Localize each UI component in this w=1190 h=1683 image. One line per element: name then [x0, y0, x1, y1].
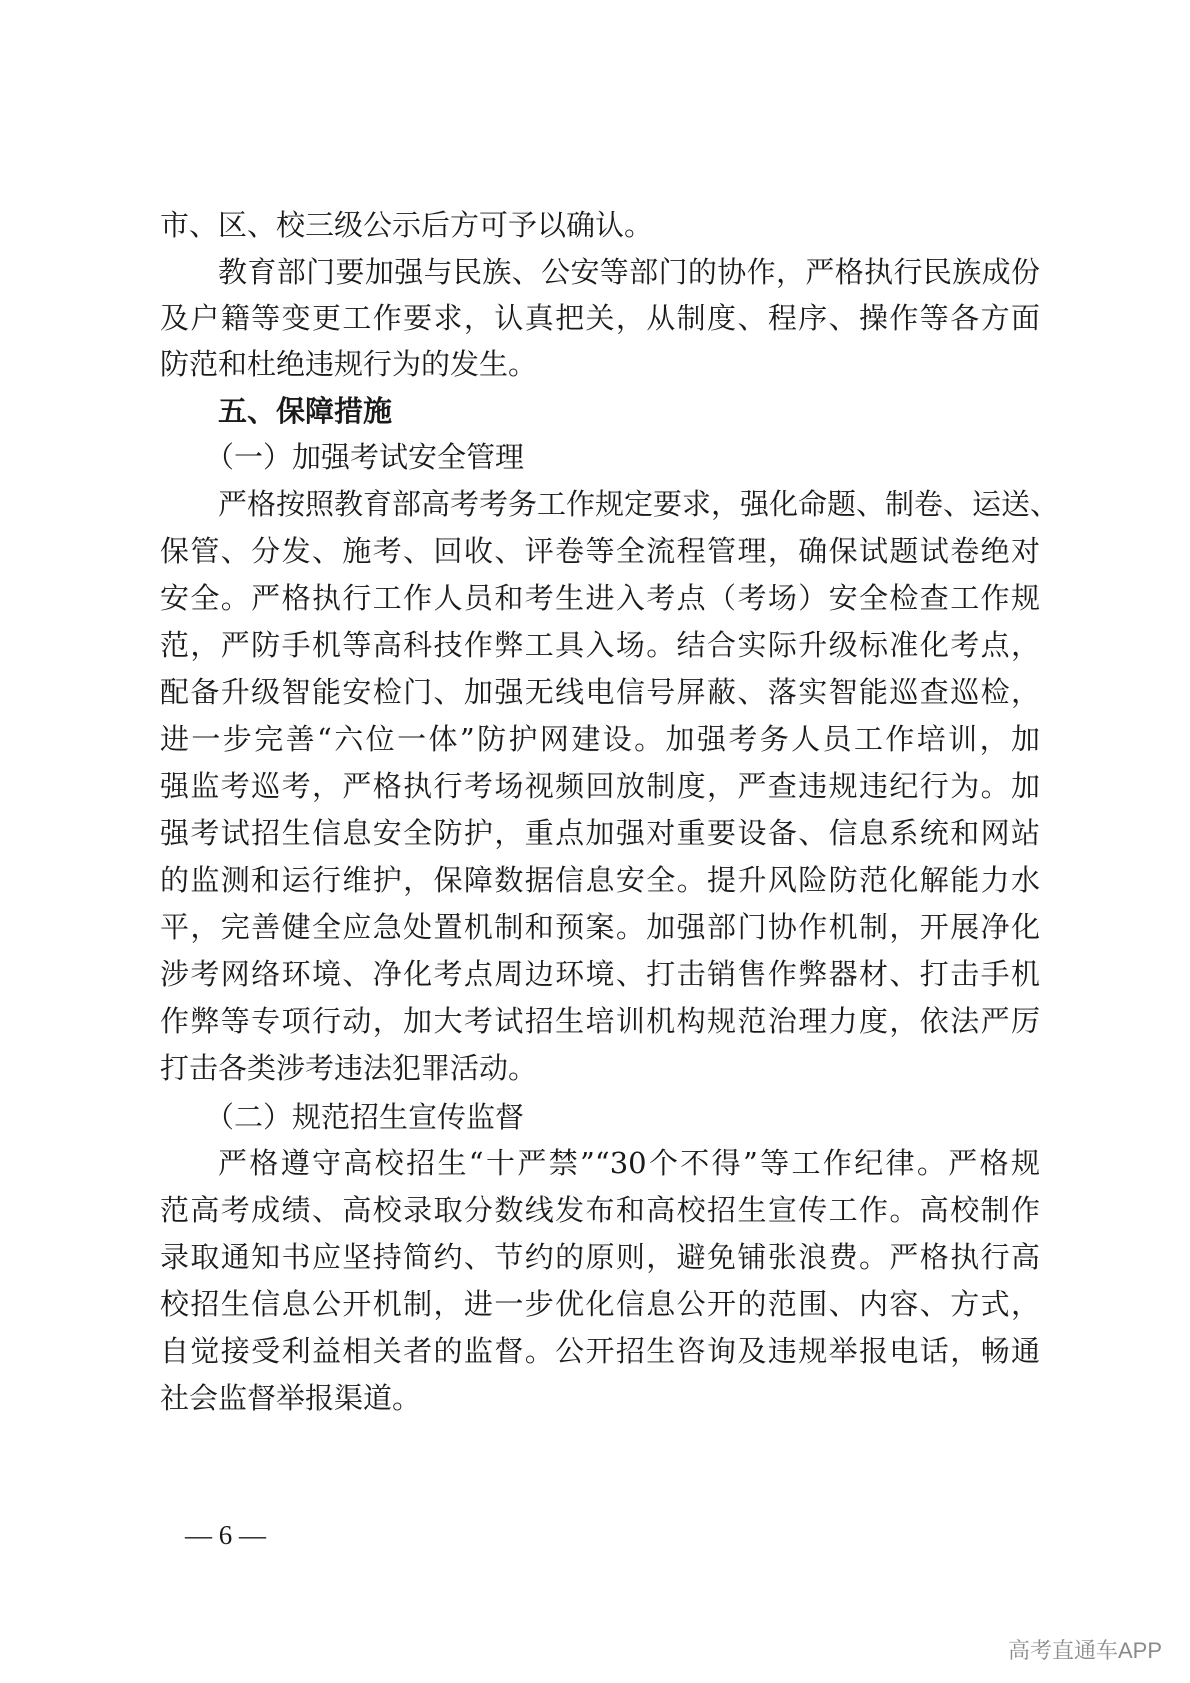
watermark-text: 高考直通车APP [1007, 1638, 1162, 1663]
text-line: 安全。严格执行工作人员和考生进入考点（考场）安全检查工作规 [160, 581, 1040, 615]
section-heading: 五、保障措施 [218, 394, 393, 428]
text-line: 作弊等专项行动，加大考试招生培训机构规范治理力度，依法严厉 [160, 1004, 1040, 1038]
text-line: 校招生信息公开机制，进一步优化信息公开的范围、内容、方式， [160, 1287, 1040, 1321]
text-line: 配备升级智能安检门、加强无线电信号屏蔽、落实智能巡查巡检， [160, 675, 1040, 709]
text-line: 严格按照教育部高考考务工作规定要求，强化命题、制卷、运送、 [218, 487, 1060, 521]
text-line: 进一步完善“六位一体”防护网建设。加强考务人员工作培训，加 [160, 722, 1040, 756]
text-line: 打击各类涉考违法犯罪活动。 [160, 1051, 538, 1085]
subsection-heading-exam-security: （一）加强考试安全管理 [205, 440, 525, 474]
text-line: 的监测和运行维护，保障数据信息安全。提升风险防范化解能力水 [160, 863, 1040, 897]
text-line: 范，严防手机等高科技作弊工具入场。结合实际升级标准化考点， [160, 628, 1040, 662]
text-line: 社会监督举报渠道。 [160, 1381, 422, 1415]
text-line: 自觉接受利益相关者的监督。公开招生咨询及违规举报电话，畅通 [160, 1334, 1040, 1368]
text-line: 保管、分发、施考、回收、评卷等全流程管理，确保试题试卷绝对 [160, 534, 1040, 568]
text-line: 防范和杜绝违规行为的发生。 [160, 347, 538, 381]
text-line: 范高考成绩、高校录取分数线发布和高校招生宣传工作。高校制作 [160, 1193, 1040, 1227]
text-line: 涉考网络环境、净化考点周边环境、打击销售作弊器材、打击手机 [160, 957, 1040, 991]
text-line: 平，完善健全应急处置机制和预案。加强部门协作机制，开展净化 [160, 910, 1040, 944]
text-line: 教育部门要加强与民族、公安等部门的协作，严格执行民族成份 [218, 255, 1040, 289]
subsection-heading-admission-publicity: （二）规范招生宣传监督 [205, 1100, 525, 1134]
text-line: 市、区、校三级公示后方可予以确认。 [160, 208, 654, 242]
text-line: 及户籍等变更工作要求，认真把关，从制度、程序、操作等各方面 [160, 301, 1040, 335]
text-line: 严格遵守高校招生“十严禁”“30个不得”等工作纪律。严格规 [218, 1146, 1040, 1180]
text-line: 录取通知书应坚持简约、节约的原则，避免铺张浪费。严格执行高 [160, 1240, 1040, 1274]
text-line: 强考试招生信息安全防护，重点加强对重要设备、信息系统和网站 [160, 816, 1040, 850]
page-number: — 6 — [185, 1520, 266, 1550]
text-line: 强监考巡考，严格执行考场视频回放制度，严查违规违纪行为。加 [160, 769, 1040, 803]
